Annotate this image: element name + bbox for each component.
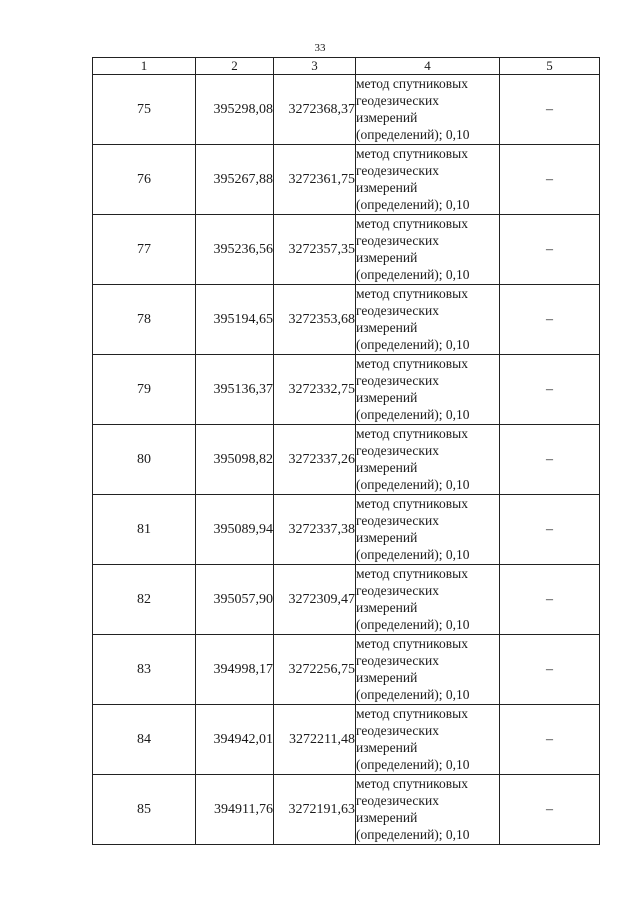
note-cell: –	[500, 705, 600, 775]
y-coordinate-cell: 3272368,37	[274, 75, 356, 145]
method-line: измерений	[356, 810, 418, 825]
method-line: (определений); 0,10	[356, 407, 470, 422]
method-line: геодезических	[356, 793, 439, 808]
table-row	[93, 565, 600, 635]
note-cell: –	[500, 75, 600, 145]
method-line: геодезических	[356, 373, 439, 388]
method-line: измерений	[356, 180, 418, 195]
page-number: 33	[314, 42, 326, 54]
note-cell: –	[500, 495, 600, 565]
x-coordinate-cell: 394911,76	[196, 775, 274, 845]
header-row	[93, 58, 600, 75]
x-coordinate-cell: 395236,56	[196, 215, 274, 285]
method-line: геодезических	[356, 723, 439, 738]
column-header-1: 1	[93, 58, 196, 75]
method-cell	[356, 355, 500, 425]
y-coordinate-cell: 3272337,38	[274, 495, 356, 565]
method-cell	[356, 775, 500, 845]
x-coordinate-cell: 395298,08	[196, 75, 274, 145]
table-row	[93, 635, 600, 705]
method-line: (определений); 0,10	[356, 687, 470, 702]
method-line: метод спутниковых	[356, 356, 468, 371]
method-line: (определений); 0,10	[356, 547, 470, 562]
table-row	[93, 215, 600, 285]
method-line: геодезических	[356, 163, 439, 178]
method-cell	[356, 565, 500, 635]
method-line: метод спутниковых	[356, 216, 468, 231]
y-coordinate-cell: 3272332,75	[274, 355, 356, 425]
method-line: (определений); 0,10	[356, 127, 470, 142]
method-line: (определений); 0,10	[356, 827, 470, 842]
method-line: измерений	[356, 600, 418, 615]
column-header-4: 4	[356, 58, 500, 75]
note-cell: –	[500, 425, 600, 495]
y-coordinate-cell: 3272337,26	[274, 425, 356, 495]
method-line: метод спутниковых	[356, 636, 468, 651]
table-row	[93, 495, 600, 565]
table-row	[93, 75, 600, 145]
y-coordinate-cell: 3272309,47	[274, 565, 356, 635]
method-cell	[356, 215, 500, 285]
method-cell	[356, 425, 500, 495]
x-coordinate-cell: 395136,37	[196, 355, 274, 425]
method-line: (определений); 0,10	[356, 477, 470, 492]
method-line: метод спутниковых	[356, 706, 468, 721]
x-coordinate-cell: 394942,01	[196, 705, 274, 775]
method-line: измерений	[356, 740, 418, 755]
method-line: измерений	[356, 250, 418, 265]
note-cell: –	[500, 775, 600, 845]
note-cell: –	[500, 215, 600, 285]
point-number-cell: 75	[93, 75, 196, 145]
y-coordinate-cell: 3272256,75	[274, 635, 356, 705]
x-coordinate-cell: 395089,94	[196, 495, 274, 565]
point-number-cell: 78	[93, 285, 196, 355]
x-coordinate-cell: 395194,65	[196, 285, 274, 355]
point-number-cell: 80	[93, 425, 196, 495]
method-line: геодезических	[356, 93, 439, 108]
method-line: метод спутниковых	[356, 146, 468, 161]
column-header-3: 3	[274, 58, 356, 75]
method-cell	[356, 705, 500, 775]
y-coordinate-cell: 3272353,68	[274, 285, 356, 355]
point-number-cell: 81	[93, 495, 196, 565]
method-cell	[356, 75, 500, 145]
method-line: геодезических	[356, 303, 439, 318]
method-line: измерений	[356, 320, 418, 335]
point-number-cell: 83	[93, 635, 196, 705]
point-number-cell: 77	[93, 215, 196, 285]
x-coordinate-cell: 394998,17	[196, 635, 274, 705]
method-line: измерений	[356, 390, 418, 405]
point-number-cell: 85	[93, 775, 196, 845]
table-row	[93, 425, 600, 495]
point-number-cell: 82	[93, 565, 196, 635]
table-row	[93, 705, 600, 775]
point-number-cell: 84	[93, 705, 196, 775]
x-coordinate-cell: 395098,82	[196, 425, 274, 495]
note-cell: –	[500, 145, 600, 215]
y-coordinate-cell: 3272361,75	[274, 145, 356, 215]
point-number-cell: 76	[93, 145, 196, 215]
table-row	[93, 285, 600, 355]
method-line: измерений	[356, 670, 418, 685]
note-cell: –	[500, 355, 600, 425]
method-line: геодезических	[356, 653, 439, 668]
method-cell	[356, 495, 500, 565]
column-header-5: 5	[500, 58, 600, 75]
method-line: (определений); 0,10	[356, 197, 470, 212]
point-number-cell: 79	[93, 355, 196, 425]
method-line: (определений); 0,10	[356, 757, 470, 772]
x-coordinate-cell: 395057,90	[196, 565, 274, 635]
table-row	[93, 775, 600, 845]
method-line: метод спутниковых	[356, 776, 468, 791]
note-cell: –	[500, 635, 600, 705]
method-line: геодезических	[356, 583, 439, 598]
method-cell	[356, 285, 500, 355]
table-row	[93, 145, 600, 215]
method-line: измерений	[356, 530, 418, 545]
method-line: (определений); 0,10	[356, 337, 470, 352]
method-cell	[356, 635, 500, 705]
method-line: геодезических	[356, 513, 439, 528]
method-line: (определений); 0,10	[356, 267, 470, 282]
y-coordinate-cell: 3272211,48	[274, 705, 356, 775]
coordinates-table	[92, 57, 600, 845]
method-cell	[356, 145, 500, 215]
column-header-2: 2	[196, 58, 274, 75]
method-line: метод спутниковых	[356, 286, 468, 301]
y-coordinate-cell: 3272191,63	[274, 775, 356, 845]
x-coordinate-cell: 395267,88	[196, 145, 274, 215]
note-cell: –	[500, 565, 600, 635]
method-line: метод спутниковых	[356, 426, 468, 441]
method-line: геодезических	[356, 233, 439, 248]
method-line: геодезических	[356, 443, 439, 458]
y-coordinate-cell: 3272357,35	[274, 215, 356, 285]
method-line: измерений	[356, 110, 418, 125]
method-line: (определений); 0,10	[356, 617, 470, 632]
method-line: измерений	[356, 460, 418, 475]
method-line: метод спутниковых	[356, 76, 468, 91]
method-line: метод спутниковых	[356, 566, 468, 581]
note-cell: –	[500, 285, 600, 355]
method-line: метод спутниковых	[356, 496, 468, 511]
table-row	[93, 355, 600, 425]
